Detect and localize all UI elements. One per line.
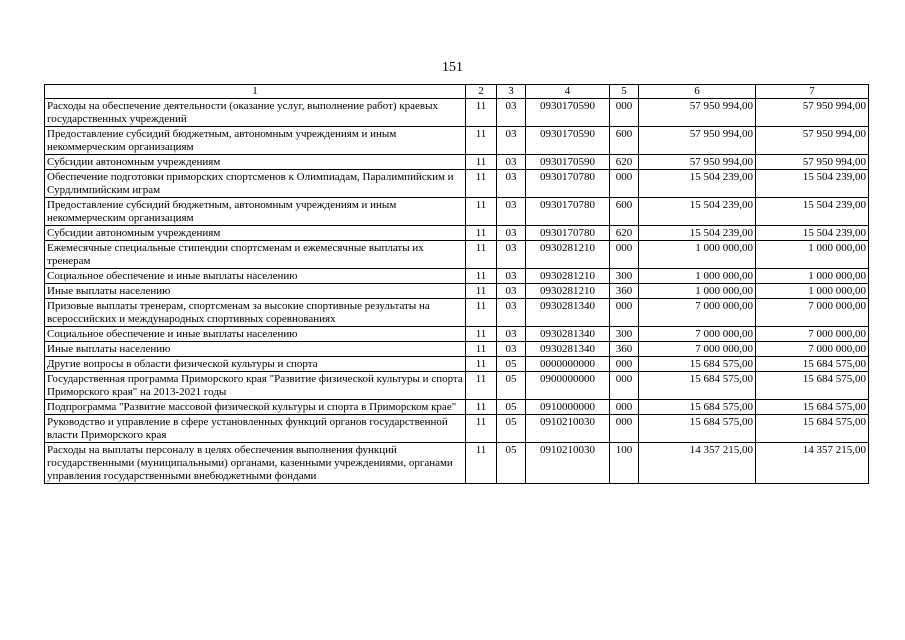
table-row bbox=[45, 269, 869, 284]
amount-col7-cell: 1 000 000,00 bbox=[756, 269, 869, 284]
row-name-cell: Расходы на обеспечение деятельности (оказание услуг, выполнение работ) краевых государственных учреждений bbox=[45, 99, 466, 127]
amount-col7-cell: 15 504 239,00 bbox=[756, 170, 869, 198]
column-header-3: 3 bbox=[497, 85, 526, 99]
amount-col7-cell: 1 000 000,00 bbox=[756, 241, 869, 269]
subsection-code-cell: 05 bbox=[497, 415, 526, 443]
subsection-code-cell: 05 bbox=[497, 372, 526, 400]
row-name-cell: Субсидии автономным учреждениям bbox=[45, 155, 466, 170]
target-article-cell: 0930170780 bbox=[526, 170, 610, 198]
subsection-code-cell: 03 bbox=[497, 269, 526, 284]
amount-col7-cell: 15 684 575,00 bbox=[756, 357, 869, 372]
table-row bbox=[45, 284, 869, 299]
amount-col6-cell: 15 504 239,00 bbox=[639, 170, 756, 198]
amount-col6-cell: 15 504 239,00 bbox=[639, 226, 756, 241]
amount-col6-cell: 1 000 000,00 bbox=[639, 269, 756, 284]
amount-col6-cell: 15 684 575,00 bbox=[639, 400, 756, 415]
target-article-cell: 0910000000 bbox=[526, 400, 610, 415]
column-header-5: 5 bbox=[610, 85, 639, 99]
expense-type-cell: 000 bbox=[610, 372, 639, 400]
expense-type-cell: 620 bbox=[610, 226, 639, 241]
amount-col7-cell: 15 684 575,00 bbox=[756, 372, 869, 400]
section-code-cell: 11 bbox=[466, 269, 497, 284]
target-article-cell: 0930281210 bbox=[526, 241, 610, 269]
table-row bbox=[45, 226, 869, 241]
budget-table bbox=[44, 84, 869, 484]
expense-type-cell: 600 bbox=[610, 127, 639, 155]
page-number: 151 bbox=[442, 60, 463, 75]
subsection-code-cell: 03 bbox=[497, 327, 526, 342]
target-article-cell: 0930281340 bbox=[526, 327, 610, 342]
table-row bbox=[45, 299, 869, 327]
section-code-cell: 11 bbox=[466, 226, 497, 241]
row-name-cell: Предоставление субсидий бюджетным, автономным учреждениям и иным некоммерческим организациям bbox=[45, 198, 466, 226]
amount-col7-cell: 15 504 239,00 bbox=[756, 198, 869, 226]
subsection-code-cell: 05 bbox=[497, 357, 526, 372]
table-row bbox=[45, 127, 869, 155]
subsection-code-cell: 05 bbox=[497, 443, 526, 484]
target-article-cell: 0000000000 bbox=[526, 357, 610, 372]
row-name-cell: Руководство и управление в сфере установленных функций органов государственной власти Приморского края bbox=[45, 415, 466, 443]
expense-type-cell: 000 bbox=[610, 241, 639, 269]
subsection-code-cell: 05 bbox=[497, 400, 526, 415]
amount-col7-cell: 57 950 994,00 bbox=[756, 155, 869, 170]
table-row bbox=[45, 241, 869, 269]
target-article-cell: 0930281210 bbox=[526, 269, 610, 284]
subsection-code-cell: 03 bbox=[497, 155, 526, 170]
section-code-cell: 11 bbox=[466, 372, 497, 400]
amount-col6-cell: 57 950 994,00 bbox=[639, 99, 756, 127]
amount-col6-cell: 7 000 000,00 bbox=[639, 327, 756, 342]
row-name-cell: Иные выплаты населению bbox=[45, 284, 466, 299]
amount-col6-cell: 57 950 994,00 bbox=[639, 127, 756, 155]
section-code-cell: 11 bbox=[466, 342, 497, 357]
section-code-cell: 11 bbox=[466, 415, 497, 443]
target-article-cell: 0930170590 bbox=[526, 127, 610, 155]
subsection-code-cell: 03 bbox=[497, 241, 526, 269]
amount-col6-cell: 7 000 000,00 bbox=[639, 299, 756, 327]
subsection-code-cell: 03 bbox=[497, 99, 526, 127]
section-code-cell: 11 bbox=[466, 155, 497, 170]
row-name-cell: Социальное обеспечение и иные выплаты населению bbox=[45, 327, 466, 342]
subsection-code-cell: 03 bbox=[497, 170, 526, 198]
row-name-cell: Субсидии автономным учреждениям bbox=[45, 226, 466, 241]
expense-type-cell: 620 bbox=[610, 155, 639, 170]
subsection-code-cell: 03 bbox=[497, 299, 526, 327]
amount-col7-cell: 57 950 994,00 bbox=[756, 99, 869, 127]
expense-type-cell: 000 bbox=[610, 357, 639, 372]
amount-col6-cell: 15 684 575,00 bbox=[639, 357, 756, 372]
row-name-cell: Иные выплаты населению bbox=[45, 342, 466, 357]
subsection-code-cell: 03 bbox=[497, 226, 526, 241]
amount-col6-cell: 14 357 215,00 bbox=[639, 443, 756, 484]
section-code-cell: 11 bbox=[466, 284, 497, 299]
section-code-cell: 11 bbox=[466, 299, 497, 327]
amount-col7-cell: 7 000 000,00 bbox=[756, 299, 869, 327]
amount-col7-cell: 14 357 215,00 bbox=[756, 443, 869, 484]
expense-type-cell: 000 bbox=[610, 415, 639, 443]
amount-col6-cell: 15 684 575,00 bbox=[639, 372, 756, 400]
row-name-cell: Обеспечение подготовки приморских спортсменов к Олимпиадам, Паралимпийским и Сурдлимпийским играм bbox=[45, 170, 466, 198]
section-code-cell: 11 bbox=[466, 99, 497, 127]
section-code-cell: 11 bbox=[466, 357, 497, 372]
section-code-cell: 11 bbox=[466, 170, 497, 198]
expense-type-cell: 100 bbox=[610, 443, 639, 484]
section-code-cell: 11 bbox=[466, 443, 497, 484]
expense-type-cell: 600 bbox=[610, 198, 639, 226]
row-name-cell: Государственная программа Приморского края "Развитие физической культуры и спорта Приморского края" на 2013-2021 годы bbox=[45, 372, 466, 400]
target-article-cell: 0910210030 bbox=[526, 443, 610, 484]
table-row bbox=[45, 327, 869, 342]
amount-col6-cell: 1 000 000,00 bbox=[639, 241, 756, 269]
target-article-cell: 0930281340 bbox=[526, 299, 610, 327]
expense-type-cell: 360 bbox=[610, 342, 639, 357]
table-row bbox=[45, 415, 869, 443]
row-name-cell: Социальное обеспечение и иные выплаты населению bbox=[45, 269, 466, 284]
table-row bbox=[45, 342, 869, 357]
subsection-code-cell: 03 bbox=[497, 342, 526, 357]
subsection-code-cell: 03 bbox=[497, 284, 526, 299]
expense-type-cell: 000 bbox=[610, 170, 639, 198]
amount-col7-cell: 15 684 575,00 bbox=[756, 415, 869, 443]
header-row bbox=[45, 85, 869, 99]
target-article-cell: 0930170590 bbox=[526, 99, 610, 127]
row-name-cell: Предоставление субсидий бюджетным, автономным учреждениям и иным некоммерческим организациям bbox=[45, 127, 466, 155]
table-row bbox=[45, 372, 869, 400]
target-article-cell: 0930170780 bbox=[526, 226, 610, 241]
section-code-cell: 11 bbox=[466, 198, 497, 226]
table-body bbox=[45, 99, 869, 484]
table-row bbox=[45, 170, 869, 198]
amount-col7-cell: 57 950 994,00 bbox=[756, 127, 869, 155]
expense-type-cell: 300 bbox=[610, 269, 639, 284]
amount-col7-cell: 1 000 000,00 bbox=[756, 284, 869, 299]
target-article-cell: 0930281210 bbox=[526, 284, 610, 299]
section-code-cell: 11 bbox=[466, 327, 497, 342]
section-code-cell: 11 bbox=[466, 127, 497, 155]
table-row bbox=[45, 198, 869, 226]
target-article-cell: 0930170590 bbox=[526, 155, 610, 170]
column-header-4: 4 bbox=[526, 85, 610, 99]
column-header-7: 7 bbox=[756, 85, 869, 99]
column-header-1: 1 bbox=[45, 85, 466, 99]
row-name-cell: Другие вопросы в области физической культуры и спорта bbox=[45, 357, 466, 372]
subsection-code-cell: 03 bbox=[497, 127, 526, 155]
column-header-2: 2 bbox=[466, 85, 497, 99]
section-code-cell: 11 bbox=[466, 241, 497, 269]
amount-col7-cell: 7 000 000,00 bbox=[756, 327, 869, 342]
amount-col7-cell: 15 504 239,00 bbox=[756, 226, 869, 241]
expense-type-cell: 360 bbox=[610, 284, 639, 299]
table-row bbox=[45, 443, 869, 484]
table-row bbox=[45, 357, 869, 372]
expense-type-cell: 000 bbox=[610, 400, 639, 415]
row-name-cell: Призовые выплаты тренерам, спортсменам за высокие спортивные результаты на всероссийских и международных спортивных соревнованиях bbox=[45, 299, 466, 327]
section-code-cell: 11 bbox=[466, 400, 497, 415]
amount-col6-cell: 1 000 000,00 bbox=[639, 284, 756, 299]
row-name-cell: Ежемесячные специальные стипендии спортсменам и ежемесячные выплаты их тренерам bbox=[45, 241, 466, 269]
row-name-cell: Расходы на выплаты персоналу в целях обеспечения выполнения функций государственными (муниципальными) органами, казенными учреждениями, органами управления государственными внебюджетными фондами bbox=[45, 443, 466, 484]
expense-type-cell: 300 bbox=[610, 327, 639, 342]
expense-type-cell: 000 bbox=[610, 99, 639, 127]
amount-col6-cell: 57 950 994,00 bbox=[639, 155, 756, 170]
row-name-cell: Подпрограмма "Развитие массовой физической культуры и спорта в Приморском крае" bbox=[45, 400, 466, 415]
table-row bbox=[45, 155, 869, 170]
table-row bbox=[45, 400, 869, 415]
target-article-cell: 0930170780 bbox=[526, 198, 610, 226]
amount-col7-cell: 7 000 000,00 bbox=[756, 342, 869, 357]
target-article-cell: 0910210030 bbox=[526, 415, 610, 443]
amount-col7-cell: 15 684 575,00 bbox=[756, 400, 869, 415]
column-header-6: 6 bbox=[639, 85, 756, 99]
target-article-cell: 0930281340 bbox=[526, 342, 610, 357]
amount-col6-cell: 7 000 000,00 bbox=[639, 342, 756, 357]
subsection-code-cell: 03 bbox=[497, 198, 526, 226]
expense-type-cell: 000 bbox=[610, 299, 639, 327]
amount-col6-cell: 15 504 239,00 bbox=[639, 198, 756, 226]
target-article-cell: 0900000000 bbox=[526, 372, 610, 400]
table-row bbox=[45, 99, 869, 127]
amount-col6-cell: 15 684 575,00 bbox=[639, 415, 756, 443]
